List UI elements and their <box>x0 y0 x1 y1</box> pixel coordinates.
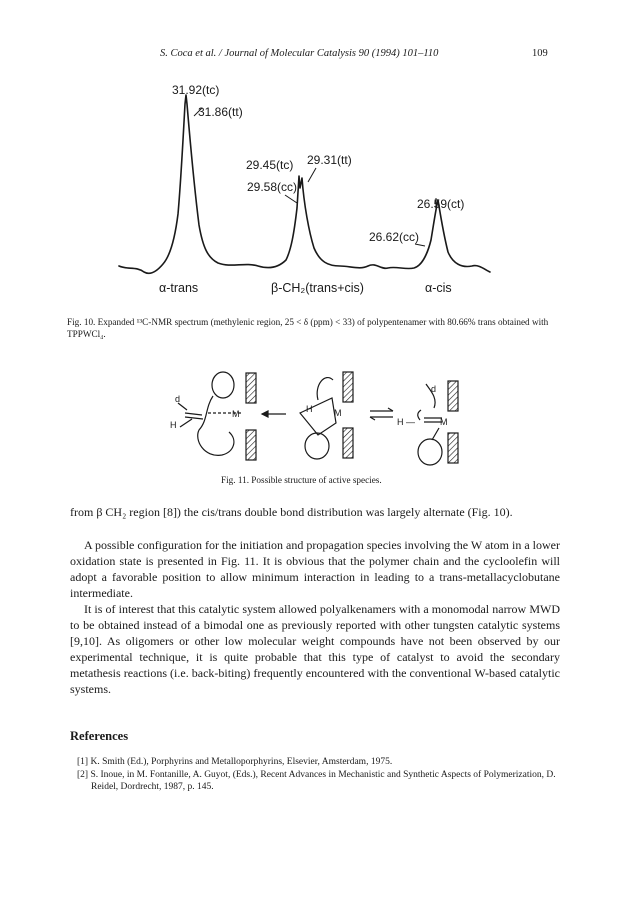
figure-11-caption: Fig. 11. Possible structure of active species. <box>221 475 382 485</box>
page-number: 109 <box>532 48 548 59</box>
atom-label-m: M <box>440 417 448 427</box>
references-heading: References <box>70 729 129 743</box>
atom-label-h: H <box>170 420 177 430</box>
atom-label-h: H <box>306 404 313 414</box>
chain-segment <box>178 403 192 427</box>
atom-label-d: d <box>431 384 437 394</box>
region-label-beta: β-CH₂(trans+cis) <box>271 281 364 295</box>
region-label-alpha-trans: α-trans <box>159 281 199 295</box>
atom-label-m: M <box>232 409 240 419</box>
peak-label-29-58: 29.58(cc) <box>247 180 298 194</box>
peak-label-26-59: 26.59(ct) <box>417 197 465 211</box>
body-paragraph: It is of interest that this catalytic system allowed polyalkenamers with a monomodal narrow MWD to be obtained instead of a bimodal one as previously reported with other tungsten catalytic systems [9,10]. As oligomers or other low molecular weight compounds have not been observed by our experimental technique, it is quite probable that this type of catalyst to avoid the secondary metathesis reactions (i.e. back-biting) frequently encountered with the conventional W-based catalytic systems. <box>70 602 560 696</box>
figure-10-caption: Fig. 10. Expanded ¹³C-NMR spectrum (methylenic region, 25 < δ (ppm) < 33) of polypentenamer with 80.66% trans obtained with TPPWCl₄. <box>67 317 549 339</box>
metal-layer-block <box>448 381 458 411</box>
region-label-alpha-cis: α-cis <box>425 281 452 295</box>
metal-layer-block <box>246 430 256 460</box>
peak-label-31-92: 31.92(tc) <box>172 83 220 97</box>
chain-arrow <box>432 428 439 440</box>
reference-item: [2] S. Inoue, in M. Fontanille, A. Guyot, (Eds.), Recent Advances in Mechanistic and Synthetic Aspects of Polymerization, D. Reidel, Dordrecht, 1987, p. 145. <box>77 770 556 792</box>
reference-item: [1] K. Smith (Ed.), Porphyrins and Metalloporphyrins, Elsevier, Amsterdam, 1975. <box>77 757 393 767</box>
atom-label-h-bond: H — <box>397 417 415 427</box>
running-head: S. Coca et al. / Journal of Molecular Catalysis 90 (1994) 101–110 <box>160 48 439 59</box>
metal-layer-block <box>448 433 458 463</box>
reaction-arrow-head <box>262 411 268 417</box>
peak-label-31-86: 31.86(tt) <box>198 105 243 119</box>
reference-list <box>77 756 567 794</box>
atom-label-m: M <box>334 408 342 418</box>
cycloolefin-ring <box>418 439 442 465</box>
cycloolefin-ring <box>212 372 234 398</box>
metal-layer-block <box>343 428 353 458</box>
metal-layer-block <box>246 373 256 403</box>
peak-label-26-62: 26.62(cc) <box>369 230 420 244</box>
hydride-bond <box>418 410 421 420</box>
polymer-chain <box>317 378 333 400</box>
peak-label-29-31: 29.31(tt) <box>307 153 352 167</box>
polymer-chain <box>198 396 234 455</box>
atom-label-d: d <box>175 394 181 404</box>
cycloolefin-ring <box>305 433 329 459</box>
carbene-bond <box>185 413 203 419</box>
body-paragraph: A possible configuration for the initiation and propagation species involving the W atom in a lower oxidation state is presented in Fig. 11. It is obvious that the polymer chain and the cycloolefin will adopt a favorable position to allow minimum interaction in leading to a trans-metallacyclobutane intermediate. <box>70 538 560 600</box>
peak-label-29-45: 29.45(tc) <box>246 158 294 172</box>
metal-layer-block <box>343 372 353 402</box>
body-paragraph: from β CH₂ region [8]) the cis/trans double bond distribution was largely alternate (Fig. 10). <box>70 505 513 519</box>
